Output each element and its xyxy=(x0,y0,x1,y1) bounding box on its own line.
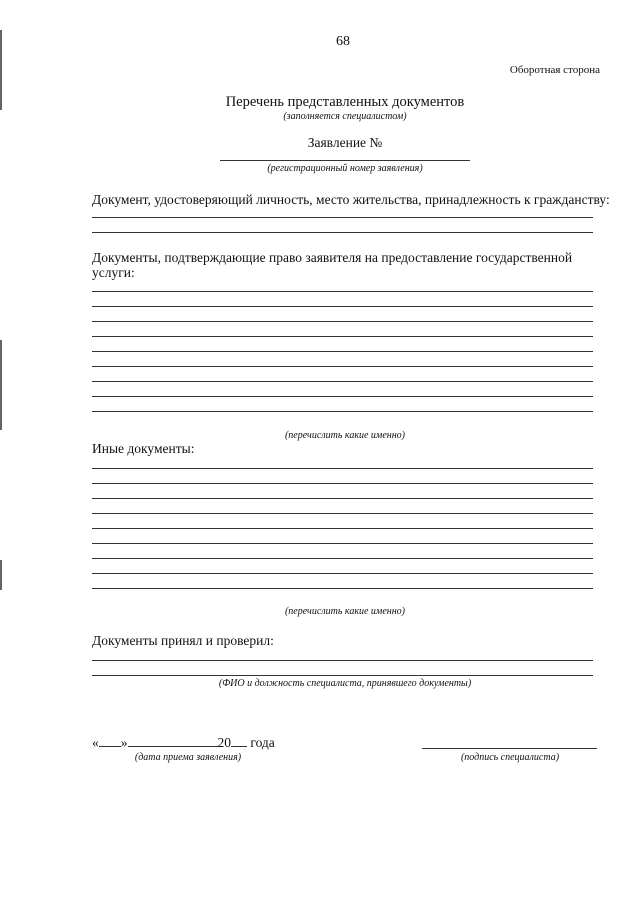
fill-line[interactable] xyxy=(92,291,593,292)
fill-line[interactable] xyxy=(92,381,593,382)
fill-line[interactable] xyxy=(92,411,593,412)
fill-line[interactable] xyxy=(92,306,593,307)
fill-line[interactable] xyxy=(92,321,593,322)
fill-line[interactable] xyxy=(92,588,593,589)
fill-line[interactable] xyxy=(92,396,593,397)
fill-line[interactable] xyxy=(92,558,593,559)
scan-edge-mark xyxy=(0,560,2,590)
fill-line[interactable] xyxy=(92,366,593,367)
reverse-side-label: Оборотная сторона xyxy=(509,64,600,76)
fill-line[interactable] xyxy=(92,498,593,499)
form-title: Перечень представленных документов xyxy=(225,94,465,110)
rights-heading-line1: Документы, подтверждающие право заявителя на предоставление государственной xyxy=(92,250,573,265)
accepted-lines xyxy=(92,660,593,676)
rights-note: (перечислить какие именно) xyxy=(284,430,406,441)
fill-line[interactable] xyxy=(92,660,593,661)
fill-line[interactable] xyxy=(92,528,593,529)
application-label: Заявление № xyxy=(307,135,383,150)
rights-heading-line2: услуги: xyxy=(92,265,135,280)
fill-line[interactable] xyxy=(92,351,593,352)
other-docs-lines xyxy=(92,468,593,589)
fill-line[interactable] xyxy=(92,336,593,337)
identity-heading: Документ, удостоверяющий личность, место жительства, принадлежность к гражданству: xyxy=(92,192,610,207)
accepted-note: (ФИО и должность специалиста, принявшего документы) xyxy=(218,678,472,689)
date-row xyxy=(92,735,275,751)
month-field[interactable] xyxy=(128,746,218,747)
year-field[interactable] xyxy=(231,746,247,747)
title-note: (заполняется специалистом) xyxy=(283,111,407,122)
scan-edge-mark xyxy=(0,340,2,430)
fill-line[interactable] xyxy=(92,513,593,514)
date-close-quote: » xyxy=(120,735,128,750)
other-docs-heading: Иные документы: xyxy=(92,441,195,456)
page-number: 68 xyxy=(336,34,350,49)
identity-lines xyxy=(92,217,593,233)
date-note: (дата приема заявления) xyxy=(134,752,242,763)
reg-number-line[interactable] xyxy=(220,160,470,161)
fill-line[interactable] xyxy=(92,483,593,484)
fill-line[interactable] xyxy=(92,217,593,218)
rights-lines xyxy=(92,291,593,412)
day-field[interactable] xyxy=(99,746,121,747)
fill-line[interactable] xyxy=(92,543,593,544)
fill-line[interactable] xyxy=(92,232,593,233)
other-docs-note: (перечислить какие именно) xyxy=(284,606,406,617)
fill-line[interactable] xyxy=(92,675,593,676)
date-open-quote: « xyxy=(92,735,99,750)
year-prefix: 20 xyxy=(217,735,231,750)
accepted-heading: Документы принял и проверил: xyxy=(92,633,274,648)
year-suffix: года xyxy=(250,735,275,750)
fill-line[interactable] xyxy=(92,468,593,469)
signature-line[interactable] xyxy=(422,748,597,749)
reg-number-note: (регистрационный номер заявления) xyxy=(267,163,423,174)
signature-note: (подпись специалиста) xyxy=(460,752,560,763)
fill-line[interactable] xyxy=(92,573,593,574)
